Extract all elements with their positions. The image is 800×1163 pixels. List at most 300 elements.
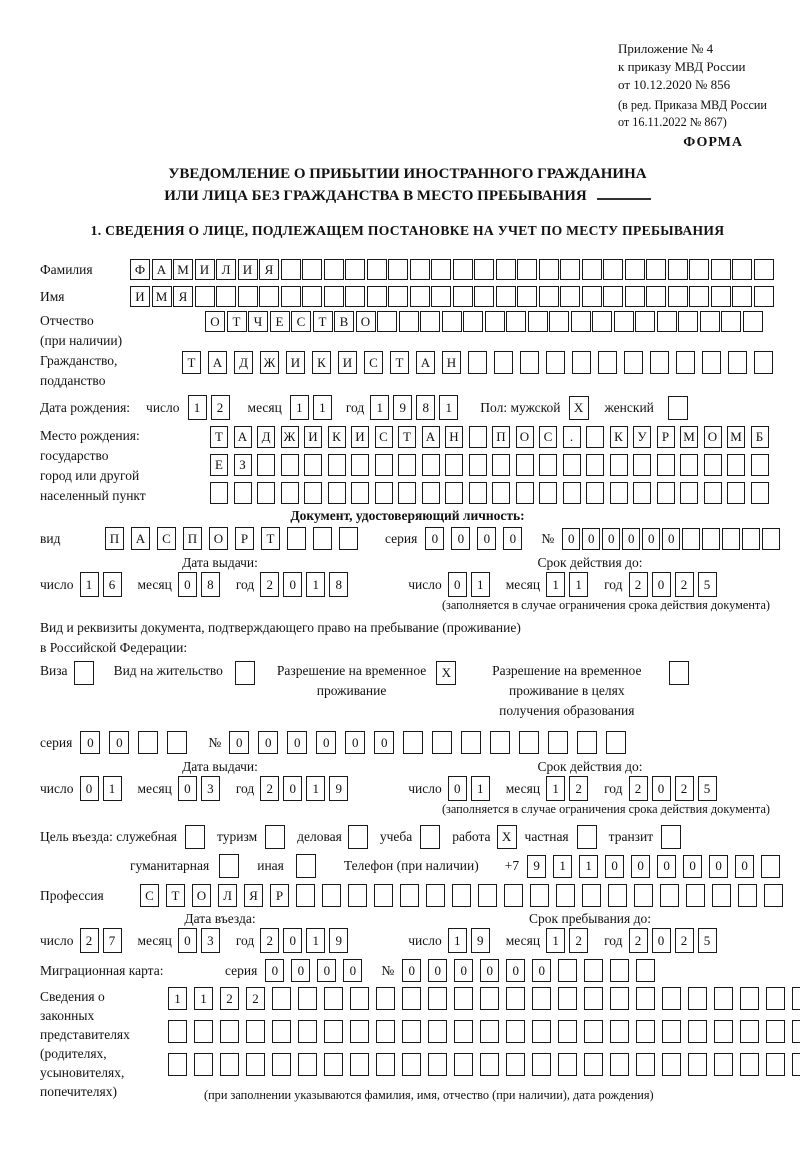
char-cell[interactable]: 0 <box>448 776 467 801</box>
char-cell[interactable] <box>661 825 681 849</box>
char-cell[interactable]: О <box>192 884 211 907</box>
char-cell[interactable] <box>539 454 557 476</box>
char-cell[interactable] <box>558 1053 577 1076</box>
char-cell[interactable]: 0 <box>258 731 278 754</box>
char-cell[interactable] <box>402 1020 421 1043</box>
char-cell[interactable] <box>168 1053 187 1076</box>
char-cell[interactable]: 1 <box>439 395 458 420</box>
char-cell[interactable] <box>454 1053 473 1076</box>
char-cell[interactable] <box>558 987 577 1010</box>
char-cell[interactable] <box>764 884 783 907</box>
char-cell[interactable] <box>520 351 539 374</box>
char-cell[interactable]: С <box>157 527 176 550</box>
char-cell[interactable] <box>298 1020 317 1043</box>
char-cell[interactable] <box>235 661 255 685</box>
char-cell[interactable]: 2 <box>220 987 239 1010</box>
char-cell[interactable]: 0 <box>657 855 676 878</box>
char-cell[interactable] <box>688 1053 707 1076</box>
char-cell[interactable] <box>210 482 228 504</box>
char-cell[interactable] <box>556 884 575 907</box>
char-cell[interactable] <box>345 286 365 307</box>
char-cell[interactable] <box>766 1020 785 1043</box>
char-cell[interactable]: П <box>492 426 510 448</box>
char-cell[interactable] <box>431 286 451 307</box>
char-cell[interactable]: Б <box>751 426 769 448</box>
char-cell[interactable] <box>376 1020 395 1043</box>
char-cell[interactable]: 9 <box>329 776 348 801</box>
char-cell[interactable] <box>138 731 158 754</box>
char-cell[interactable]: 0 <box>178 572 197 597</box>
char-cell[interactable] <box>624 351 643 374</box>
char-cell[interactable] <box>367 259 387 280</box>
char-cell[interactable] <box>582 884 601 907</box>
char-cell[interactable] <box>402 1053 421 1076</box>
char-cell[interactable] <box>577 825 597 849</box>
char-cell[interactable]: 0 <box>265 959 284 982</box>
char-cell[interactable] <box>194 1020 213 1043</box>
char-cell[interactable]: 0 <box>283 776 302 801</box>
char-cell[interactable]: 2 <box>260 776 279 801</box>
char-cell[interactable] <box>584 987 603 1010</box>
char-cell[interactable]: 2 <box>629 776 648 801</box>
char-cell[interactable]: М <box>680 426 698 448</box>
char-cell[interactable]: И <box>338 351 357 374</box>
char-cell[interactable] <box>635 311 655 332</box>
char-cell[interactable] <box>506 1020 525 1043</box>
char-cell[interactable] <box>375 454 393 476</box>
char-cell[interactable] <box>676 351 695 374</box>
char-cell[interactable]: 0 <box>454 959 473 982</box>
char-cell[interactable] <box>257 454 275 476</box>
char-cell[interactable] <box>350 1020 369 1043</box>
char-cell[interactable] <box>313 527 332 550</box>
char-cell[interactable]: 0 <box>80 731 100 754</box>
char-cell[interactable]: 9 <box>329 928 348 953</box>
char-cell[interactable] <box>762 528 780 550</box>
char-cell[interactable]: А <box>416 351 435 374</box>
char-cell[interactable]: 0 <box>582 528 600 550</box>
char-cell[interactable]: 1 <box>290 395 309 420</box>
char-cell[interactable]: О <box>704 426 722 448</box>
char-cell[interactable] <box>328 454 346 476</box>
char-cell[interactable]: И <box>195 259 215 280</box>
char-cell[interactable] <box>548 731 568 754</box>
char-cell[interactable] <box>650 351 669 374</box>
char-cell[interactable] <box>528 311 548 332</box>
char-cell[interactable]: Т <box>398 426 416 448</box>
char-cell[interactable]: А <box>152 259 172 280</box>
char-cell[interactable] <box>398 482 416 504</box>
char-cell[interactable]: С <box>364 351 383 374</box>
char-cell[interactable] <box>281 259 301 280</box>
char-cell[interactable]: Р <box>235 527 254 550</box>
char-cell[interactable]: Е <box>270 311 290 332</box>
char-cell[interactable] <box>727 482 745 504</box>
char-cell[interactable] <box>606 731 626 754</box>
char-cell[interactable] <box>792 987 800 1010</box>
char-cell[interactable]: X <box>497 825 517 849</box>
char-cell[interactable] <box>442 311 462 332</box>
char-cell[interactable]: 0 <box>477 527 496 550</box>
char-cell[interactable] <box>539 286 559 307</box>
char-cell[interactable]: Е <box>210 454 228 476</box>
char-cell[interactable]: 0 <box>291 959 310 982</box>
char-cell[interactable] <box>402 987 421 1010</box>
char-cell[interactable]: 1 <box>168 987 187 1010</box>
char-cell[interactable] <box>302 259 322 280</box>
char-cell[interactable]: 9 <box>471 928 490 953</box>
char-cell[interactable] <box>546 351 565 374</box>
char-cell[interactable]: 0 <box>178 776 197 801</box>
char-cell[interactable]: 9 <box>393 395 412 420</box>
char-cell[interactable] <box>751 454 769 476</box>
char-cell[interactable] <box>603 259 623 280</box>
char-cell[interactable]: 0 <box>229 731 249 754</box>
char-cell[interactable] <box>287 527 306 550</box>
char-cell[interactable] <box>348 825 368 849</box>
char-cell[interactable] <box>549 311 569 332</box>
char-cell[interactable] <box>625 259 645 280</box>
char-cell[interactable] <box>584 1020 603 1043</box>
char-cell[interactable]: И <box>304 426 322 448</box>
char-cell[interactable]: 0 <box>709 855 728 878</box>
char-cell[interactable] <box>328 482 346 504</box>
char-cell[interactable]: Т <box>227 311 247 332</box>
char-cell[interactable]: 1 <box>80 572 99 597</box>
char-cell[interactable]: 0 <box>562 528 580 550</box>
char-cell[interactable]: 1 <box>313 395 332 420</box>
char-cell[interactable]: 0 <box>283 572 302 597</box>
char-cell[interactable] <box>351 454 369 476</box>
char-cell[interactable]: 2 <box>260 572 279 597</box>
char-cell[interactable]: 0 <box>652 572 671 597</box>
char-cell[interactable] <box>668 259 688 280</box>
char-cell[interactable] <box>532 987 551 1010</box>
char-cell[interactable] <box>722 528 740 550</box>
char-cell[interactable] <box>704 482 722 504</box>
char-cell[interactable] <box>257 482 275 504</box>
char-cell[interactable]: И <box>238 259 258 280</box>
char-cell[interactable] <box>636 987 655 1010</box>
char-cell[interactable] <box>420 825 440 849</box>
char-cell[interactable] <box>238 286 258 307</box>
char-cell[interactable] <box>492 454 510 476</box>
char-cell[interactable] <box>388 259 408 280</box>
char-cell[interactable]: И <box>130 286 150 307</box>
char-cell[interactable] <box>634 884 653 907</box>
char-cell[interactable] <box>584 1053 603 1076</box>
char-cell[interactable] <box>259 286 279 307</box>
char-cell[interactable] <box>610 482 628 504</box>
char-cell[interactable] <box>610 987 629 1010</box>
char-cell[interactable] <box>678 311 698 332</box>
char-cell[interactable] <box>766 987 785 1010</box>
char-cell[interactable] <box>689 259 709 280</box>
char-cell[interactable] <box>700 311 720 332</box>
char-cell[interactable] <box>516 482 534 504</box>
char-cell[interactable]: Ф <box>130 259 150 280</box>
char-cell[interactable]: М <box>727 426 745 448</box>
char-cell[interactable]: Т <box>166 884 185 907</box>
char-cell[interactable] <box>754 286 774 307</box>
char-cell[interactable] <box>563 454 581 476</box>
char-cell[interactable]: 5 <box>698 928 717 953</box>
char-cell[interactable]: 0 <box>605 855 624 878</box>
char-cell[interactable] <box>625 286 645 307</box>
char-cell[interactable] <box>304 454 322 476</box>
char-cell[interactable] <box>506 1053 525 1076</box>
char-cell[interactable] <box>714 987 733 1010</box>
char-cell[interactable] <box>688 987 707 1010</box>
char-cell[interactable]: 1 <box>448 928 467 953</box>
char-cell[interactable]: 3 <box>201 928 220 953</box>
char-cell[interactable]: 0 <box>503 527 522 550</box>
char-cell[interactable] <box>532 1053 551 1076</box>
char-cell[interactable]: Ч <box>248 311 268 332</box>
char-cell[interactable]: 0 <box>425 527 444 550</box>
char-cell[interactable]: 1 <box>471 572 490 597</box>
char-cell[interactable]: Р <box>657 426 675 448</box>
char-cell[interactable]: К <box>328 426 346 448</box>
char-cell[interactable] <box>302 286 322 307</box>
char-cell[interactable] <box>711 259 731 280</box>
char-cell[interactable]: 2 <box>675 572 694 597</box>
char-cell[interactable]: 0 <box>317 959 336 982</box>
char-cell[interactable] <box>219 854 239 878</box>
char-cell[interactable]: П <box>183 527 202 550</box>
char-cell[interactable] <box>506 311 526 332</box>
char-cell[interactable] <box>738 884 757 907</box>
char-cell[interactable] <box>577 731 597 754</box>
char-cell[interactable]: Н <box>445 426 463 448</box>
char-cell[interactable]: 0 <box>402 959 421 982</box>
char-cell[interactable] <box>272 1053 291 1076</box>
char-cell[interactable] <box>388 286 408 307</box>
char-cell[interactable] <box>496 259 516 280</box>
char-cell[interactable] <box>400 884 419 907</box>
char-cell[interactable] <box>454 1020 473 1043</box>
char-cell[interactable] <box>743 311 763 332</box>
char-cell[interactable]: 2 <box>80 928 99 953</box>
char-cell[interactable] <box>398 454 416 476</box>
char-cell[interactable]: 0 <box>345 731 365 754</box>
char-cell[interactable]: 1 <box>103 776 122 801</box>
char-cell[interactable] <box>281 286 301 307</box>
char-cell[interactable] <box>220 1053 239 1076</box>
char-cell[interactable] <box>586 426 604 448</box>
char-cell[interactable]: 0 <box>109 731 129 754</box>
char-cell[interactable]: П <box>105 527 124 550</box>
char-cell[interactable]: 2 <box>260 928 279 953</box>
char-cell[interactable] <box>367 286 387 307</box>
char-cell[interactable] <box>194 1053 213 1076</box>
char-cell[interactable]: 2 <box>629 928 648 953</box>
char-cell[interactable] <box>490 731 510 754</box>
char-cell[interactable]: 0 <box>652 776 671 801</box>
char-cell[interactable]: 2 <box>629 572 648 597</box>
char-cell[interactable]: 0 <box>316 731 336 754</box>
char-cell[interactable]: 1 <box>306 928 325 953</box>
char-cell[interactable]: X <box>569 396 589 420</box>
char-cell[interactable] <box>324 259 344 280</box>
char-cell[interactable] <box>598 351 617 374</box>
char-cell[interactable]: Я <box>173 286 193 307</box>
char-cell[interactable]: 2 <box>246 987 265 1010</box>
char-cell[interactable] <box>572 351 591 374</box>
char-cell[interactable] <box>422 454 440 476</box>
char-cell[interactable]: 2 <box>569 928 588 953</box>
char-cell[interactable]: 0 <box>532 959 551 982</box>
char-cell[interactable] <box>445 454 463 476</box>
char-cell[interactable] <box>296 854 316 878</box>
char-cell[interactable]: Т <box>210 426 228 448</box>
char-cell[interactable] <box>265 825 285 849</box>
char-cell[interactable] <box>480 1020 499 1043</box>
char-cell[interactable]: У <box>633 426 651 448</box>
char-cell[interactable] <box>712 884 731 907</box>
char-cell[interactable]: 1 <box>306 572 325 597</box>
char-cell[interactable] <box>610 959 629 982</box>
char-cell[interactable] <box>377 311 397 332</box>
char-cell[interactable] <box>480 1053 499 1076</box>
char-cell[interactable] <box>754 351 773 374</box>
char-cell[interactable]: 8 <box>416 395 435 420</box>
char-cell[interactable]: 0 <box>374 731 394 754</box>
char-cell[interactable] <box>246 1020 265 1043</box>
char-cell[interactable] <box>608 884 627 907</box>
char-cell[interactable] <box>445 482 463 504</box>
char-cell[interactable]: 8 <box>329 572 348 597</box>
char-cell[interactable] <box>216 286 236 307</box>
char-cell[interactable] <box>586 454 604 476</box>
char-cell[interactable] <box>298 987 317 1010</box>
char-cell[interactable]: Н <box>442 351 461 374</box>
char-cell[interactable] <box>530 884 549 907</box>
char-cell[interactable]: Т <box>182 351 201 374</box>
char-cell[interactable] <box>539 482 557 504</box>
char-cell[interactable]: И <box>351 426 369 448</box>
char-cell[interactable] <box>420 311 440 332</box>
char-cell[interactable] <box>453 286 473 307</box>
char-cell[interactable] <box>662 1020 681 1043</box>
char-cell[interactable] <box>662 1053 681 1076</box>
char-cell[interactable]: И <box>286 351 305 374</box>
char-cell[interactable] <box>560 259 580 280</box>
char-cell[interactable] <box>702 351 721 374</box>
char-cell[interactable] <box>586 482 604 504</box>
char-cell[interactable] <box>740 1020 759 1043</box>
char-cell[interactable] <box>281 454 299 476</box>
char-cell[interactable] <box>168 1020 187 1043</box>
char-cell[interactable]: 0 <box>735 855 754 878</box>
char-cell[interactable] <box>375 482 393 504</box>
char-cell[interactable] <box>469 426 487 448</box>
char-cell[interactable] <box>474 286 494 307</box>
char-cell[interactable] <box>350 1053 369 1076</box>
char-cell[interactable]: 2 <box>211 395 230 420</box>
char-cell[interactable]: 1 <box>188 395 207 420</box>
char-cell[interactable] <box>662 987 681 1010</box>
char-cell[interactable] <box>532 1020 551 1043</box>
char-cell[interactable]: Т <box>313 311 333 332</box>
char-cell[interactable]: 0 <box>622 528 640 550</box>
char-cell[interactable] <box>688 1020 707 1043</box>
char-cell[interactable]: Я <box>259 259 279 280</box>
char-cell[interactable] <box>571 311 591 332</box>
char-cell[interactable] <box>711 286 731 307</box>
char-cell[interactable]: 0 <box>506 959 525 982</box>
char-cell[interactable] <box>761 855 780 878</box>
char-cell[interactable] <box>633 454 651 476</box>
char-cell[interactable] <box>517 286 537 307</box>
char-cell[interactable]: . <box>563 426 581 448</box>
char-cell[interactable] <box>742 528 760 550</box>
char-cell[interactable]: А <box>234 426 252 448</box>
char-cell[interactable]: Л <box>216 259 236 280</box>
char-cell[interactable] <box>751 482 769 504</box>
char-cell[interactable]: 9 <box>527 855 546 878</box>
char-cell[interactable]: 1 <box>553 855 572 878</box>
char-cell[interactable] <box>686 884 705 907</box>
char-cell[interactable] <box>592 311 612 332</box>
char-cell[interactable] <box>234 482 252 504</box>
char-cell[interactable] <box>324 1053 343 1076</box>
char-cell[interactable] <box>304 482 322 504</box>
char-cell[interactable] <box>298 1053 317 1076</box>
char-cell[interactable] <box>422 482 440 504</box>
char-cell[interactable] <box>426 884 445 907</box>
char-cell[interactable] <box>485 311 505 332</box>
char-cell[interactable] <box>374 884 393 907</box>
char-cell[interactable]: 3 <box>201 776 220 801</box>
char-cell[interactable] <box>792 1020 800 1043</box>
char-cell[interactable] <box>345 259 365 280</box>
char-cell[interactable]: С <box>539 426 557 448</box>
char-cell[interactable] <box>463 311 483 332</box>
char-cell[interactable]: X <box>436 661 456 685</box>
char-cell[interactable] <box>582 259 602 280</box>
char-cell[interactable] <box>348 884 367 907</box>
char-cell[interactable] <box>410 286 430 307</box>
char-cell[interactable]: Я <box>244 884 263 907</box>
char-cell[interactable] <box>610 454 628 476</box>
char-cell[interactable]: Д <box>234 351 253 374</box>
char-cell[interactable]: В <box>334 311 354 332</box>
char-cell[interactable]: Т <box>390 351 409 374</box>
char-cell[interactable] <box>496 286 516 307</box>
char-cell[interactable] <box>469 454 487 476</box>
char-cell[interactable]: М <box>173 259 193 280</box>
char-cell[interactable] <box>680 454 698 476</box>
char-cell[interactable] <box>560 286 580 307</box>
char-cell[interactable]: 1 <box>569 572 588 597</box>
char-cell[interactable]: 0 <box>178 928 197 953</box>
char-cell[interactable]: 0 <box>683 855 702 878</box>
char-cell[interactable] <box>504 884 523 907</box>
char-cell[interactable] <box>732 259 752 280</box>
char-cell[interactable] <box>582 286 602 307</box>
char-cell[interactable]: 1 <box>194 987 213 1010</box>
char-cell[interactable] <box>668 286 688 307</box>
char-cell[interactable] <box>324 286 344 307</box>
char-cell[interactable]: А <box>422 426 440 448</box>
char-cell[interactable] <box>432 731 452 754</box>
char-cell[interactable]: 0 <box>451 527 470 550</box>
char-cell[interactable] <box>516 454 534 476</box>
char-cell[interactable] <box>428 1020 447 1043</box>
char-cell[interactable]: О <box>205 311 225 332</box>
char-cell[interactable]: 2 <box>569 776 588 801</box>
